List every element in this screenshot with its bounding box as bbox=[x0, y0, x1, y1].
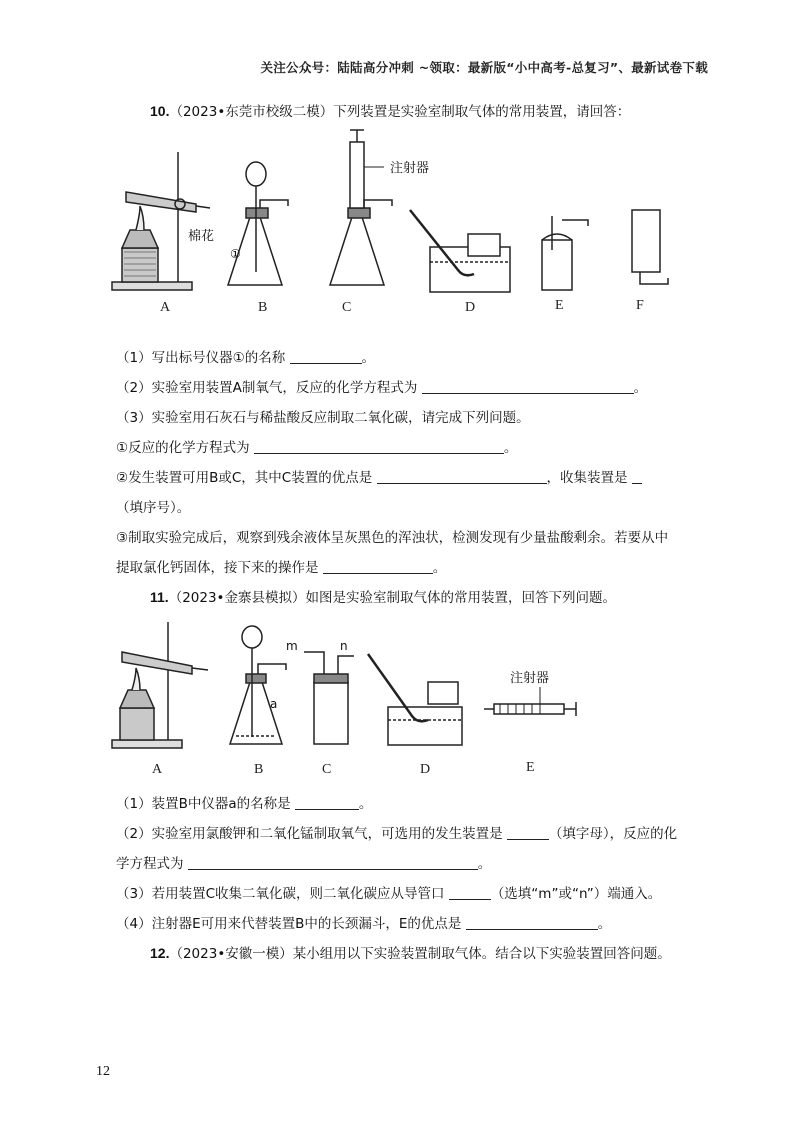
q10-line-8 bbox=[116, 556, 446, 576]
q11-line-5 bbox=[116, 912, 611, 932]
cotton-label: 棉花 bbox=[188, 229, 215, 244]
answer-blank[interactable] bbox=[449, 885, 491, 900]
q10-line-1 bbox=[116, 346, 375, 366]
q10-apparatus-figure bbox=[100, 122, 680, 322]
period: 。 bbox=[358, 796, 373, 812]
line-text: ，收集装置是 bbox=[546, 470, 628, 486]
question-number: 11. bbox=[150, 589, 169, 605]
line-text: （1）写出标号仪器①的名称 bbox=[116, 350, 286, 366]
line-text: 学方程式为 bbox=[116, 856, 184, 872]
figure-label-d: D bbox=[465, 300, 476, 315]
answer-blank[interactable] bbox=[632, 469, 642, 484]
port-n-label: n bbox=[340, 639, 348, 653]
figure-label-f: F bbox=[636, 298, 644, 313]
page-number: 12 bbox=[96, 1064, 110, 1079]
question-11-title bbox=[150, 586, 616, 606]
q10-line-6: （填序号）。 bbox=[116, 500, 191, 516]
port-m-label: m bbox=[286, 639, 298, 653]
period: 。 bbox=[503, 440, 518, 456]
period: 。 bbox=[477, 856, 492, 872]
figure-label-e: E bbox=[555, 298, 564, 313]
q11-apparatus-drawing bbox=[100, 612, 600, 787]
figure-label-c: C bbox=[342, 300, 352, 315]
answer-blank[interactable] bbox=[507, 825, 549, 840]
answer-blank[interactable] bbox=[254, 439, 504, 454]
figure-label-d: D bbox=[420, 762, 431, 777]
answer-blank[interactable] bbox=[422, 379, 634, 394]
syringe-label: 注射器 bbox=[390, 161, 430, 176]
figure-label-b: B bbox=[258, 300, 268, 315]
question-source: （2023•安徽一模）某小组用以下实验装置制取气体。结合以下实验装置回答问题。 bbox=[169, 946, 671, 962]
line-text: （3）若用装置C收集二氧化碳，则二氧化碳应从导管口 bbox=[116, 886, 445, 902]
line-text: ②发生装置可用B或C，其中C装置的优点是 bbox=[116, 470, 373, 486]
answer-blank[interactable] bbox=[323, 559, 433, 574]
period: 。 bbox=[633, 380, 648, 396]
syringe-label: 注射器 bbox=[510, 671, 550, 686]
period: 。 bbox=[597, 916, 612, 932]
figure-label-e: E bbox=[526, 760, 535, 775]
question-10-title bbox=[150, 100, 630, 120]
q11-apparatus-figure bbox=[100, 612, 600, 787]
answer-blank[interactable] bbox=[466, 915, 598, 930]
line-text: （选填“m”或“n”）端通入。 bbox=[490, 886, 662, 902]
answer-blank[interactable] bbox=[377, 469, 547, 484]
figure-label-b: B bbox=[254, 762, 264, 777]
marker-label: ① bbox=[230, 247, 241, 261]
period: 。 bbox=[361, 350, 375, 366]
q10-line-2 bbox=[116, 376, 647, 396]
period: 。 bbox=[432, 560, 447, 576]
question-source: （2023•金寨县模拟）如图是实验室制取气体的常用装置，回答下列问题。 bbox=[168, 590, 617, 606]
question-number: 10. bbox=[150, 103, 170, 119]
answer-blank[interactable] bbox=[290, 349, 362, 364]
line-text: （2）实验室用氯酸钾和二氧化锰制取氧气，可选用的发生装置是 bbox=[116, 826, 503, 842]
q10-line-5 bbox=[116, 466, 642, 486]
question-source: （2023•东莞市校级二模）下列装置是实验室制取气体的常用装置，请回答： bbox=[169, 104, 631, 120]
line-text: （填字母），反应的化 bbox=[548, 826, 678, 842]
q11-line-4 bbox=[116, 882, 661, 902]
line-text: 提取氯化钙固体，接下来的操作是 bbox=[116, 560, 319, 576]
figure-label-c: C bbox=[322, 762, 332, 777]
figure-label-a: A bbox=[160, 300, 171, 315]
q11-line-2 bbox=[116, 822, 677, 842]
question-number: 12. bbox=[150, 945, 170, 961]
line-text: （4）注射器E可用来代替装置B中的长颈漏斗，E的优点是 bbox=[116, 916, 462, 932]
q10-line-7: ③制取实验完成后，观察到残余液体呈灰黑色的浑浊状，检测发现有少量盐酸剩余。若要从中 bbox=[116, 530, 669, 546]
q11-line-1 bbox=[116, 792, 372, 812]
line-text: （2）实验室用装置A制氧气，反应的化学方程式为 bbox=[116, 380, 418, 396]
q10-line-3: （3）实验室用石灰石与稀盐酸反应制取二氧化碳，请完成下列问题。 bbox=[116, 410, 530, 426]
instrument-a-label: a bbox=[270, 697, 278, 711]
question-12-title bbox=[150, 942, 671, 962]
answer-blank[interactable] bbox=[188, 855, 478, 870]
line-text: ①反应的化学方程式为 bbox=[116, 440, 250, 456]
q10-line-4 bbox=[116, 436, 517, 456]
page-header: 关注公众号：陆陆高分冲刺 ~领取：最新版“小中高考-总复习”、最新试卷下载 bbox=[260, 60, 708, 75]
figure-label-a: A bbox=[152, 762, 163, 777]
q10-apparatus-drawing bbox=[100, 122, 680, 322]
answer-blank[interactable] bbox=[295, 795, 359, 810]
line-text: （1）装置B中仪器a的名称是 bbox=[116, 796, 291, 812]
q11-line-3 bbox=[116, 852, 491, 872]
